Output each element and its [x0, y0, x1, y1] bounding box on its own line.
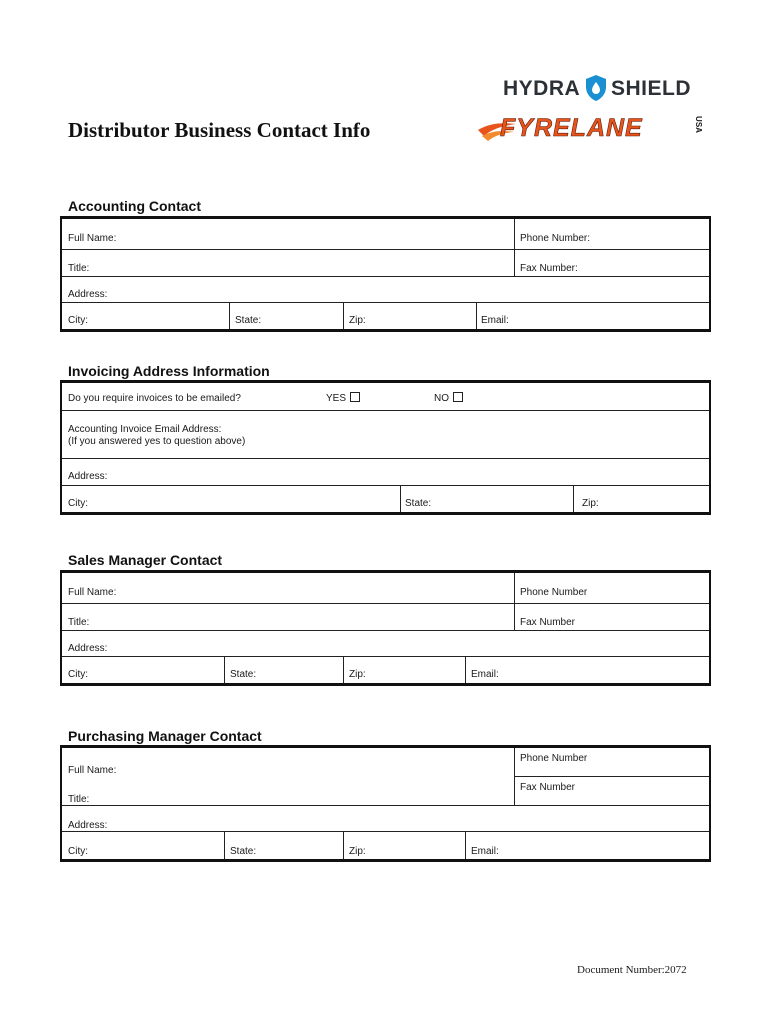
sales-contact-box: [60, 570, 711, 686]
row-divider: [62, 458, 709, 459]
row-divider: [62, 805, 709, 806]
state-field[interactable]: State:: [405, 498, 432, 509]
hydrashield-logo: [503, 74, 693, 108]
column-divider: [514, 748, 515, 805]
column-divider: [573, 485, 574, 512]
column-divider: [343, 831, 344, 859]
email-invoices-question: Do you require invoices to be emailed?: [68, 393, 241, 404]
phone-field[interactable]: Phone Number: [520, 587, 588, 598]
no-option[interactable]: [434, 392, 463, 404]
logo-text-usa: USA: [693, 116, 703, 133]
title-field[interactable]: Title:: [68, 263, 90, 274]
row-divider: [62, 302, 709, 303]
column-divider: [343, 302, 344, 329]
phone-field[interactable]: Phone Number: [520, 753, 588, 764]
invoicing-heading: Invoicing Address Information: [68, 363, 270, 379]
invoice-email-label[interactable]: Accounting Invoice Email Address:: [68, 424, 222, 435]
row-divider: [62, 603, 709, 604]
column-divider: [224, 831, 225, 859]
document-number: Document Number:2072: [577, 964, 687, 976]
city-field[interactable]: City:: [68, 498, 88, 509]
row-divider: [62, 630, 709, 631]
fax-field[interactable]: Fax Number: [520, 782, 576, 793]
zip-field[interactable]: Zip:: [582, 498, 599, 509]
purchasing-heading: Purchasing Manager Contact: [68, 728, 262, 744]
sales-heading: Sales Manager Contact: [68, 552, 223, 568]
shield-icon: [585, 74, 607, 102]
row-divider: [514, 776, 709, 777]
no-label: NO: [434, 393, 449, 404]
purchasing-contact-box: [60, 745, 711, 862]
city-field[interactable]: City:: [68, 315, 88, 326]
fyrelane-logo: [478, 110, 708, 152]
column-divider: [465, 656, 466, 683]
column-divider: [465, 831, 466, 859]
address-field[interactable]: Address:: [68, 820, 108, 831]
row-divider: [62, 485, 709, 486]
column-divider: [400, 485, 401, 512]
state-field[interactable]: State:: [235, 315, 262, 326]
address-field[interactable]: Address:: [68, 289, 108, 300]
row-divider: [62, 656, 709, 657]
email-field[interactable]: Email:: [481, 315, 509, 326]
row-divider: [62, 410, 709, 411]
accounting-contact-box: [60, 216, 711, 332]
logo-text-hydra: HYDRA: [503, 77, 581, 100]
fax-field[interactable]: Fax Number:: [520, 263, 578, 274]
zip-field[interactable]: Zip:: [349, 669, 366, 680]
fax-field[interactable]: Fax Number: [520, 617, 576, 628]
full-name-field[interactable]: Full Name:: [68, 233, 117, 244]
state-field[interactable]: State:: [230, 846, 257, 857]
column-divider: [343, 656, 344, 683]
logo-text-shield: SHIELD: [611, 77, 692, 100]
logo-text-fyrelane: FYRELANE: [500, 114, 643, 142]
email-field[interactable]: Email:: [471, 669, 499, 680]
column-divider: [514, 219, 515, 276]
yes-option[interactable]: [326, 392, 360, 404]
full-name-field[interactable]: Full Name:: [68, 587, 117, 598]
column-divider: [224, 656, 225, 683]
zip-field[interactable]: Zip:: [349, 315, 366, 326]
invoice-email-note: (If you answered yes to question above): [68, 436, 246, 447]
row-divider: [62, 249, 709, 250]
column-divider: [514, 573, 515, 630]
column-divider: [229, 302, 230, 329]
invoicing-box: [60, 380, 711, 515]
column-divider: [476, 302, 477, 329]
full-name-field[interactable]: Full Name:: [68, 765, 117, 776]
city-field[interactable]: City:: [68, 669, 88, 680]
yes-checkbox[interactable]: [350, 392, 360, 402]
row-divider: [62, 831, 709, 832]
title-field[interactable]: Title:: [68, 617, 90, 628]
state-field[interactable]: State:: [230, 669, 257, 680]
address-field[interactable]: Address:: [68, 471, 108, 482]
email-field[interactable]: Email:: [471, 846, 499, 857]
row-divider: [62, 276, 709, 277]
title-field[interactable]: Title:: [68, 794, 90, 805]
city-field[interactable]: City:: [68, 846, 88, 857]
address-field[interactable]: Address:: [68, 643, 108, 654]
yes-label: YES: [326, 393, 347, 404]
no-checkbox[interactable]: [453, 392, 463, 402]
zip-field[interactable]: Zip:: [349, 846, 366, 857]
phone-field[interactable]: Phone Number:: [520, 233, 591, 244]
page-title: Distributor Business Contact Info: [68, 118, 371, 142]
accounting-heading: Accounting Contact: [68, 198, 201, 214]
